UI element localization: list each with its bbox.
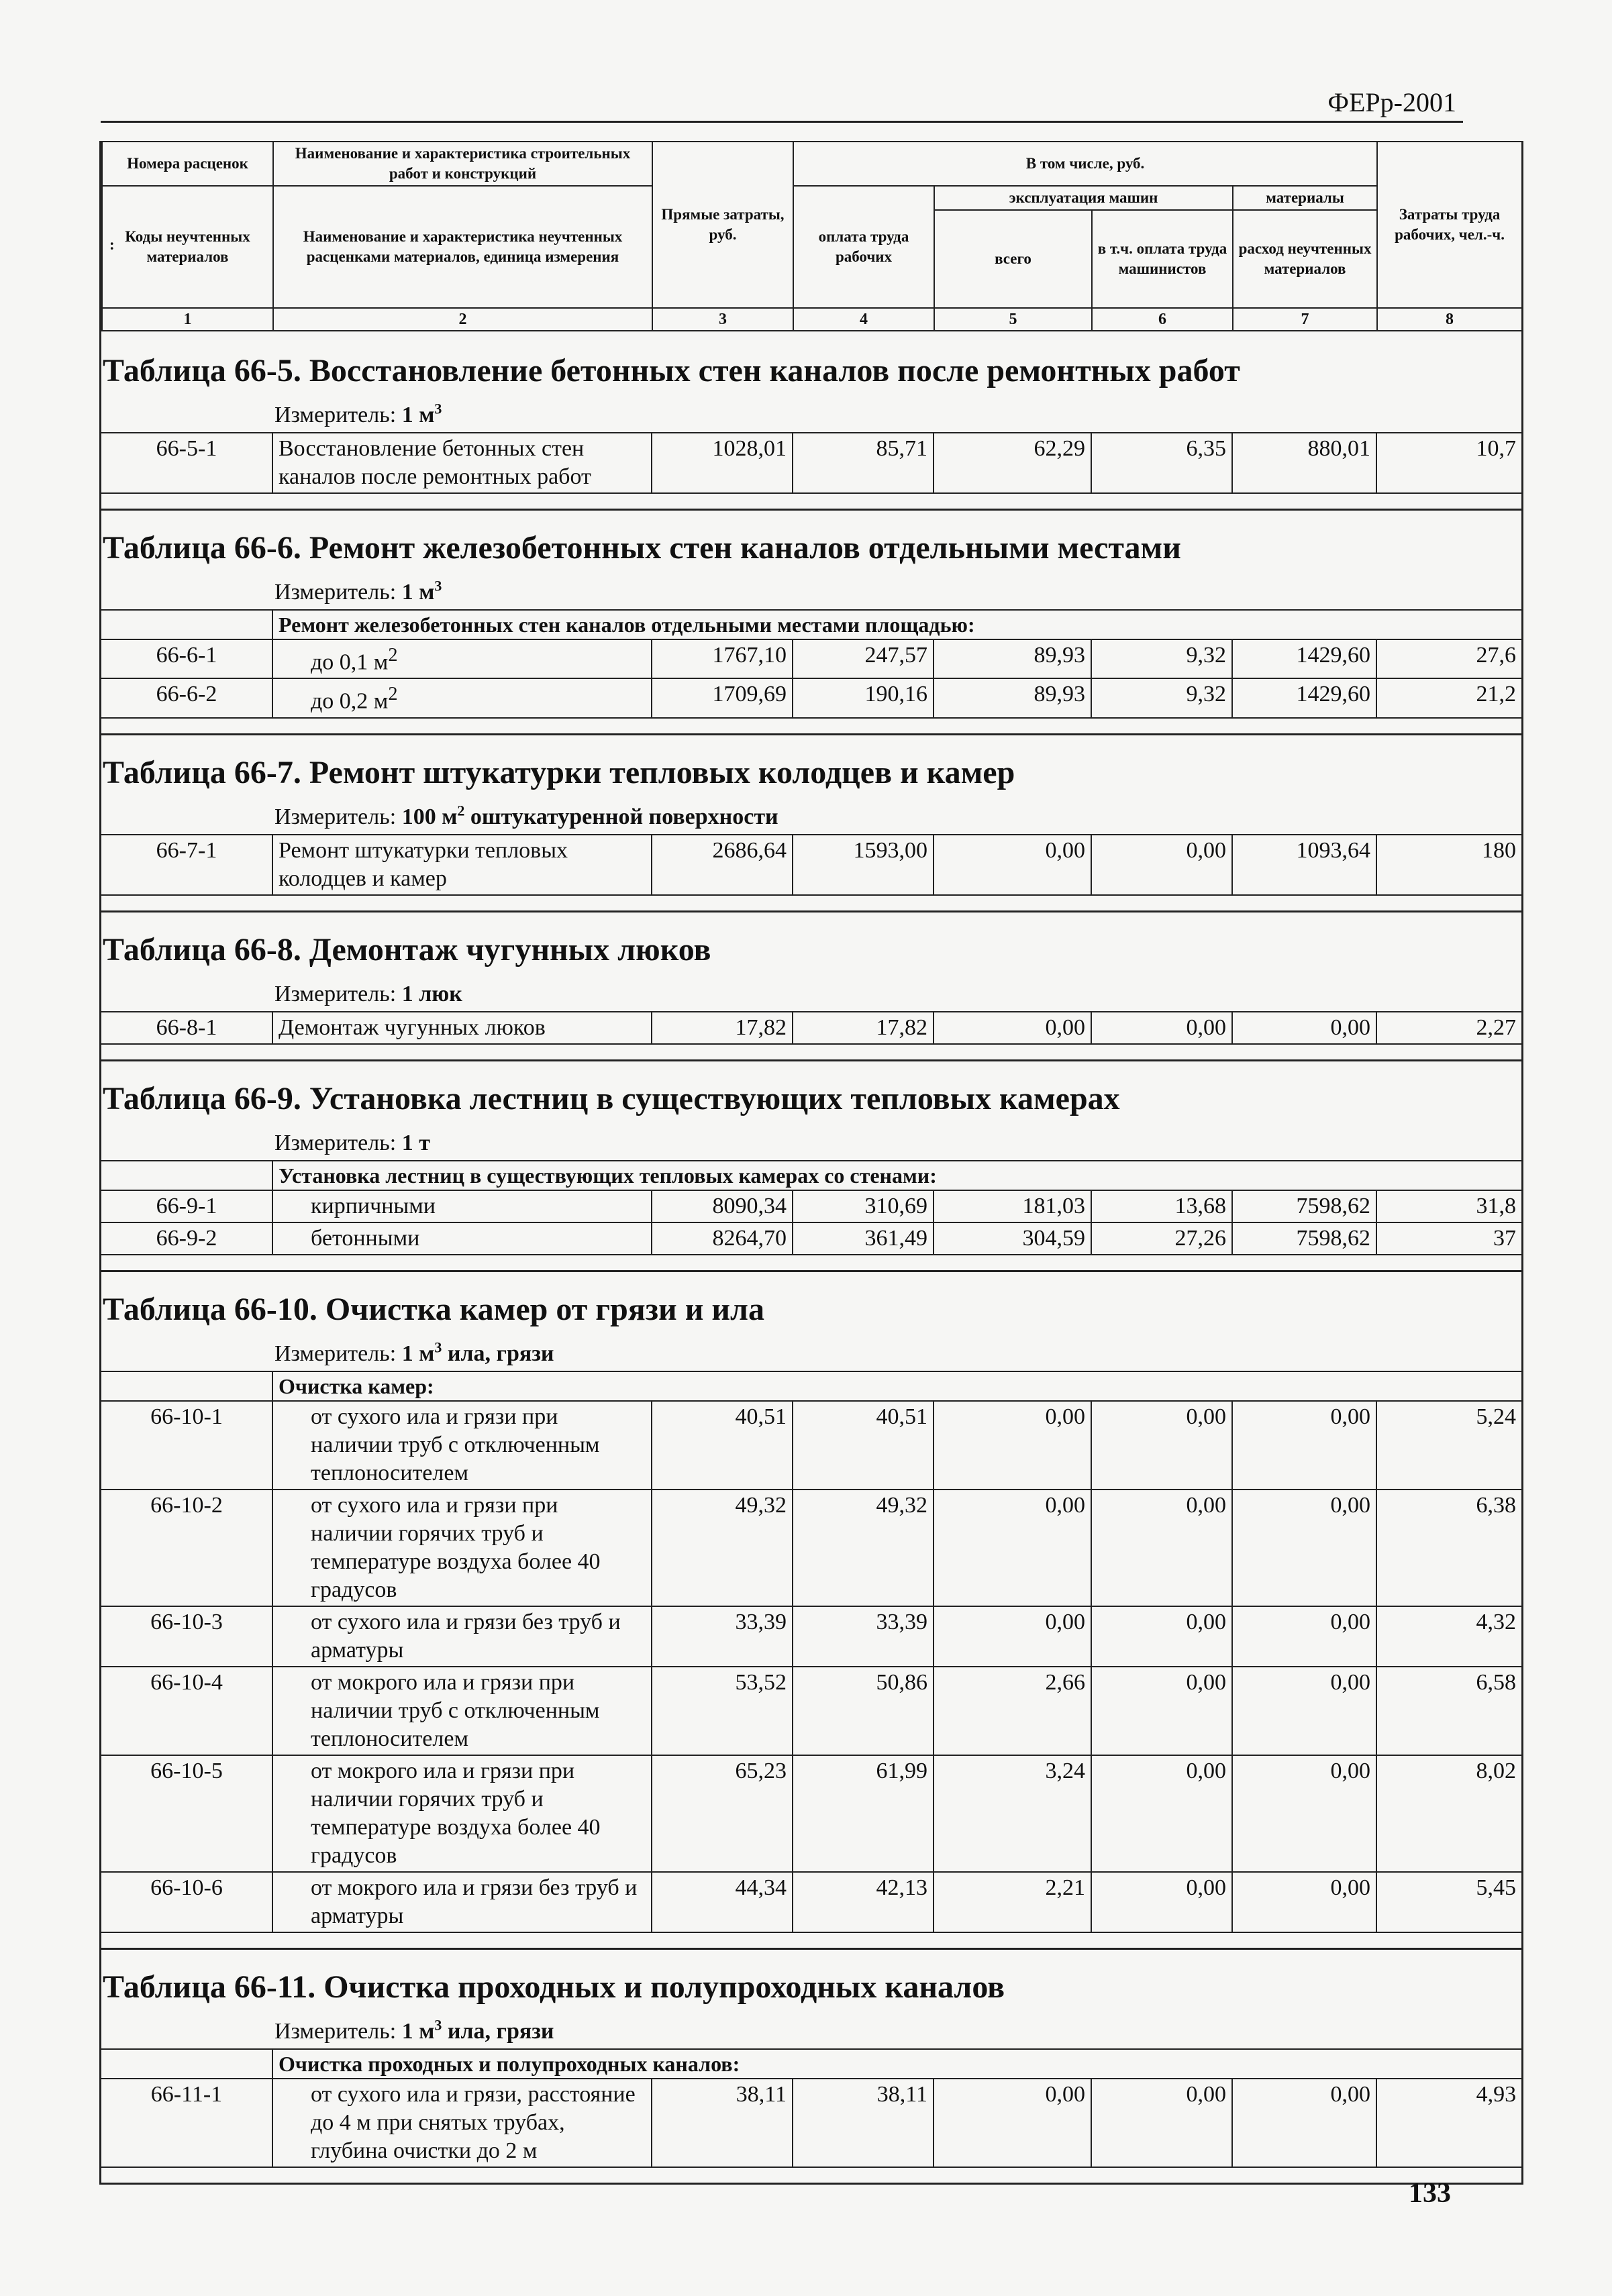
unit-value: 1 м	[401, 1341, 435, 1366]
work-name	[272, 433, 652, 493]
subheading-row	[101, 1161, 1521, 1190]
empty-cell	[101, 2049, 272, 2079]
rates-table	[101, 1160, 1521, 1255]
column-number: 2	[273, 308, 652, 331]
work-name	[272, 678, 652, 717]
work-name-text: от сухого ила и грязи при наличии труб с отключенным теплоносителем	[311, 1404, 600, 1485]
col-header-including: В том числе, руб.	[793, 142, 1377, 186]
work-name	[272, 639, 652, 678]
machinists-wages-value: 0,00	[1091, 1755, 1232, 1872]
direct-costs-value: 44,34	[652, 1872, 793, 1932]
machines-total-value: 304,59	[934, 1222, 1091, 1255]
rate-code: 66-9-2	[101, 1222, 272, 1255]
labor-hours-value: 37	[1376, 1222, 1521, 1255]
work-name	[272, 1012, 652, 1044]
machines-total-value: 0,00	[934, 1012, 1091, 1044]
machines-total-value: 3,24	[934, 1755, 1091, 1872]
labor-hours-value: 8,02	[1376, 1755, 1521, 1872]
unit-value: 1 м	[401, 2018, 435, 2044]
work-name	[272, 1755, 652, 1872]
section-gap	[101, 1255, 1521, 1270]
rate-row	[101, 1755, 1521, 1872]
labor-hours-value: 180	[1376, 835, 1521, 895]
rate-row	[101, 678, 1521, 717]
unit-of-measure	[101, 978, 1521, 1011]
machinists-wages-value: 0,00	[1091, 1872, 1232, 1932]
materials-value: 0,00	[1232, 2079, 1376, 2167]
column-number-row	[102, 308, 1522, 331]
subheading: Установка лестниц в существующих тепловых камерах со стенами:	[272, 1161, 1521, 1190]
machinists-wages-value: 6,35	[1091, 433, 1232, 493]
section-gap	[101, 1933, 1521, 1948]
wages-value: 42,13	[793, 1872, 934, 1932]
col-header-machines-total: всего	[934, 210, 1092, 308]
unit-exponent: 3	[434, 2016, 442, 2034]
work-name-text: от сухого ила и грязи без труб и арматуры	[311, 1609, 621, 1663]
section-gap	[101, 2168, 1521, 2183]
unit-exponent: 2	[457, 802, 465, 819]
rate-code: 66-10-1	[101, 1401, 272, 1490]
unit-value: 100 м	[401, 804, 458, 829]
rates-table	[101, 609, 1521, 719]
rate-code: 66-10-6	[101, 1872, 272, 1932]
wages-value: 310,69	[793, 1190, 934, 1222]
col-header-machinists-wages: в т.ч. оплата труда машинистов	[1092, 210, 1233, 308]
subheading-row	[101, 2049, 1521, 2079]
unit-exponent: 2	[388, 645, 398, 666]
direct-costs-value: 8090,34	[652, 1190, 793, 1222]
work-name	[272, 1606, 652, 1667]
machinists-wages-value: 13,68	[1091, 1190, 1232, 1222]
materials-value: 0,00	[1232, 1012, 1376, 1044]
rates-table	[101, 834, 1521, 896]
labor-hours-value: 27,6	[1376, 639, 1521, 678]
unit-of-measure	[101, 800, 1521, 834]
machines-total-value: 2,66	[934, 1667, 1091, 1755]
unit-value: 1 м	[401, 580, 435, 605]
section-gap	[101, 494, 1521, 509]
work-name-text: от сухого ила и грязи, расстояние до 4 м при снятых трубах, глубина очистки до 2 м	[311, 2081, 636, 2163]
wages-value: 17,82	[793, 1012, 934, 1044]
section-gap	[101, 719, 1521, 733]
rate-row	[101, 1667, 1521, 1755]
materials-value: 7598,62	[1232, 1190, 1376, 1222]
rates-sheet	[99, 141, 1523, 2185]
labor-hours-value: 4,93	[1376, 2079, 1521, 2167]
work-name-text: Ремонт штукатурки тепловых колодцев и камер	[279, 837, 568, 891]
work-name-text: от мокрого ила и грязи без труб и арматуры	[311, 1875, 638, 1928]
rate-row	[101, 1872, 1521, 1932]
direct-costs-value: 49,32	[652, 1490, 793, 1606]
unit-value: 1 м	[401, 403, 435, 427]
col-header-wages: оплата труда рабочих	[793, 186, 934, 308]
machines-total-value: 62,29	[934, 433, 1091, 493]
subheading-row	[101, 610, 1521, 639]
work-name-text: Восстановление бетонных стен каналов после ремонтных работ	[279, 436, 591, 489]
column-number: 6	[1092, 308, 1233, 331]
col-header-machines: эксплуатация машин	[934, 186, 1233, 210]
unit-exponent: 3	[434, 400, 442, 417]
machinists-wages-value: 0,00	[1091, 1667, 1232, 1755]
machinists-wages-value: 0,00	[1091, 1606, 1232, 1667]
colon-mark: :	[109, 236, 115, 253]
materials-value: 1429,60	[1232, 639, 1376, 678]
work-name	[272, 1490, 652, 1606]
rate-row	[101, 835, 1521, 895]
subheading-row	[101, 1371, 1521, 1401]
subheading: Ремонт железобетонных стен каналов отдельными местами площадью:	[272, 610, 1521, 639]
rate-row	[101, 1401, 1521, 1490]
labor-hours-value: 10,7	[1376, 433, 1521, 493]
rate-code: 66-10-5	[101, 1755, 272, 1872]
machinists-wages-value: 0,00	[1091, 2079, 1232, 2167]
section-title: Таблица 66-6. Ремонт железобетонных стен каналов отдельными местами	[101, 509, 1521, 576]
rate-row	[101, 639, 1521, 678]
work-name	[272, 835, 652, 895]
materials-value: 0,00	[1232, 1755, 1376, 1872]
column-number: 3	[652, 308, 793, 331]
unit-label: Измеритель:	[274, 804, 397, 829]
column-number: 1	[102, 308, 273, 331]
machines-total-value: 181,03	[934, 1190, 1091, 1222]
unit-value: 1 люк	[401, 981, 462, 1006]
column-number: 8	[1377, 308, 1522, 331]
work-name	[272, 1222, 652, 1255]
rate-row	[101, 1190, 1521, 1222]
unit-of-measure	[101, 1127, 1521, 1160]
materials-value: 0,00	[1232, 1490, 1376, 1606]
direct-costs-value: 40,51	[652, 1401, 793, 1490]
column-number: 4	[793, 308, 934, 331]
materials-value: 0,00	[1232, 1401, 1376, 1490]
direct-costs-value: 65,23	[652, 1755, 793, 1872]
machines-total-value: 0,00	[934, 2079, 1091, 2167]
work-name-text: кирпичными	[311, 1193, 436, 1218]
machinists-wages-value: 0,00	[1091, 835, 1232, 895]
unit-suffix: оштукатуренной поверхности	[464, 804, 778, 829]
work-name-text: бетонными	[311, 1225, 420, 1251]
rate-row	[101, 433, 1521, 493]
rate-row	[101, 1490, 1521, 1606]
materials-value: 1093,64	[1232, 835, 1376, 895]
direct-costs-value: 17,82	[652, 1012, 793, 1044]
labor-hours-value: 21,2	[1376, 678, 1521, 717]
column-number: 7	[1233, 308, 1377, 331]
machines-total-value: 0,00	[934, 1401, 1091, 1490]
work-name-text: от мокрого ила и грязи при наличии труб с отключенным теплоносителем	[311, 1669, 600, 1751]
unit-exponent: 3	[434, 1339, 442, 1356]
labor-hours-value: 6,58	[1376, 1667, 1521, 1755]
rate-code: 66-11-1	[101, 2079, 272, 2167]
page-header	[101, 81, 1463, 123]
rate-code: 66-6-1	[101, 639, 272, 678]
unit-label: Измеритель:	[274, 580, 397, 605]
wages-value: 38,11	[793, 2079, 934, 2167]
unit-label: Измеритель:	[274, 981, 397, 1006]
work-name-text: от сухого ила и грязи при наличии горячих труб и температуре воздуха более 40 градусов	[311, 1492, 601, 1602]
unit-suffix: ила, грязи	[442, 2018, 554, 2044]
section-title: Таблица 66-9. Установка лестниц в существующих тепловых камерах	[101, 1059, 1521, 1127]
wages-value: 50,86	[793, 1667, 934, 1755]
col-header-direct-costs: Прямые затраты, руб.	[652, 142, 793, 308]
direct-costs-value: 1028,01	[652, 433, 793, 493]
col-header-material-name: Наименование и характеристика неучтенных расценками материалов, единица измерения	[273, 186, 652, 308]
rate-row	[101, 1222, 1521, 1255]
work-name	[272, 1872, 652, 1932]
materials-value: 0,00	[1232, 1667, 1376, 1755]
unit-exponent: 3	[434, 577, 442, 594]
rate-code: 66-6-2	[101, 678, 272, 717]
direct-costs-value: 1767,10	[652, 639, 793, 678]
machines-total-value: 89,93	[934, 639, 1091, 678]
col-header-material-codes	[102, 186, 273, 308]
subheading: Очистка проходных и полупроходных каналов:	[272, 2049, 1521, 2079]
wages-value: 1593,00	[793, 835, 934, 895]
unit-label: Измеритель:	[274, 403, 397, 427]
unit-label: Измеритель:	[274, 1341, 397, 1366]
work-name	[272, 1190, 652, 1222]
direct-costs-value: 1709,69	[652, 678, 793, 717]
unit-suffix: ила, грязи	[442, 1341, 554, 1366]
wages-value: 49,32	[793, 1490, 934, 1606]
work-name-text: до 0,1 м	[311, 649, 389, 675]
rate-row	[101, 1606, 1521, 1667]
rate-code: 66-8-1	[101, 1012, 272, 1044]
rate-code: 66-10-4	[101, 1667, 272, 1755]
materials-value: 1429,60	[1232, 678, 1376, 717]
col-header-codes: Номера расценок	[102, 142, 273, 186]
unit-of-measure	[101, 2015, 1521, 2048]
direct-costs-value: 53,52	[652, 1667, 793, 1755]
work-name-text: Демонтаж чугунных люков	[279, 1014, 546, 1040]
wages-value: 190,16	[793, 678, 934, 717]
direct-costs-value: 38,11	[652, 2079, 793, 2167]
unit-exponent: 2	[388, 684, 398, 705]
work-name-text: до 0,2 м	[311, 688, 389, 714]
materials-value: 7598,62	[1232, 1222, 1376, 1255]
direct-costs-value: 2686,64	[652, 835, 793, 895]
unit-label: Измеритель:	[274, 1130, 397, 1155]
labor-hours-value: 6,38	[1376, 1490, 1521, 1606]
empty-cell	[101, 610, 272, 639]
section-title: Таблица 66-10. Очистка камер от грязи и ила	[101, 1270, 1521, 1337]
column-header-table	[101, 141, 1523, 331]
work-name	[272, 2079, 652, 2167]
machines-total-value: 0,00	[934, 835, 1091, 895]
work-name	[272, 1667, 652, 1755]
work-name	[272, 1401, 652, 1490]
unit-of-measure	[101, 399, 1521, 432]
rate-row	[101, 2079, 1521, 2167]
section-title: Таблица 66-11. Очистка проходных и полупроходных каналов	[101, 1948, 1521, 2015]
col-header-material-consumption: расход неучтенных материалов	[1233, 210, 1377, 308]
unit-value: 1 т	[401, 1130, 430, 1155]
empty-cell	[101, 1371, 272, 1401]
document-code: ФЕРр-2001	[1327, 87, 1456, 117]
rate-code: 66-10-3	[101, 1606, 272, 1667]
rates-table	[101, 432, 1521, 494]
materials-value: 0,00	[1232, 1606, 1376, 1667]
page-number: 133	[1409, 2178, 1451, 2209]
section-title: Таблица 66-8. Демонтаж чугунных люков	[101, 910, 1521, 978]
wages-value: 33,39	[793, 1606, 934, 1667]
machinists-wages-value: 9,32	[1091, 678, 1232, 717]
machinists-wages-value: 0,00	[1091, 1012, 1232, 1044]
rate-code: 66-7-1	[101, 835, 272, 895]
machinists-wages-value: 9,32	[1091, 639, 1232, 678]
col-header-labor: Затраты труда рабочих, чел.-ч.	[1377, 142, 1522, 308]
unit-label: Измеритель:	[274, 2018, 397, 2044]
wages-value: 40,51	[793, 1401, 934, 1490]
work-name-text: от мокрого ила и грязи при наличии горячих труб и температуре воздуха более 40 градусов	[311, 1758, 601, 1868]
wages-value: 61,99	[793, 1755, 934, 1872]
machines-total-value: 0,00	[934, 1490, 1091, 1606]
machines-total-value: 0,00	[934, 1606, 1091, 1667]
labor-hours-value: 2,27	[1376, 1012, 1521, 1044]
machinists-wages-value: 0,00	[1091, 1490, 1232, 1606]
section-gap	[101, 1045, 1521, 1059]
subheading: Очистка камер:	[272, 1371, 1521, 1401]
column-number: 5	[934, 308, 1092, 331]
rates-table	[101, 1011, 1521, 1045]
col-header-name: Наименование и характеристика строительных работ и конструкций	[273, 142, 652, 186]
rate-code: 66-5-1	[101, 433, 272, 493]
materials-value: 0,00	[1232, 1872, 1376, 1932]
section-title: Таблица 66-7. Ремонт штукатурки тепловых колодцев и камер	[101, 733, 1521, 800]
unit-of-measure	[101, 1337, 1521, 1371]
wages-value: 361,49	[793, 1222, 934, 1255]
machines-total-value: 89,93	[934, 678, 1091, 717]
section-title: Таблица 66-5. Восстановление бетонных стен каналов после ремонтных работ	[103, 353, 1240, 388]
labor-hours-value: 4,32	[1376, 1606, 1521, 1667]
labor-hours-value: 5,24	[1376, 1401, 1521, 1490]
direct-costs-value: 8264,70	[652, 1222, 793, 1255]
rate-row	[101, 1012, 1521, 1044]
rate-code: 66-9-1	[101, 1190, 272, 1222]
unit-of-measure	[101, 576, 1521, 609]
col-header-materials: материалы	[1233, 186, 1377, 210]
labor-hours-value: 5,45	[1376, 1872, 1521, 1932]
section-gap	[101, 896, 1521, 910]
empty-cell	[101, 1161, 272, 1190]
col-header-material-codes-label: Коды неучтенных материалов	[125, 228, 250, 265]
machinists-wages-value: 27,26	[1091, 1222, 1232, 1255]
sections-container	[101, 331, 1521, 2183]
direct-costs-value: 33,39	[652, 1606, 793, 1667]
machines-total-value: 2,21	[934, 1872, 1091, 1932]
wages-value: 247,57	[793, 639, 934, 678]
machinists-wages-value: 0,00	[1091, 1401, 1232, 1490]
rates-table	[101, 2048, 1521, 2168]
labor-hours-value: 31,8	[1376, 1190, 1521, 1222]
rate-code: 66-10-2	[101, 1490, 272, 1606]
rates-table	[101, 1371, 1521, 1933]
materials-value: 880,01	[1232, 433, 1376, 493]
wages-value: 85,71	[793, 433, 934, 493]
